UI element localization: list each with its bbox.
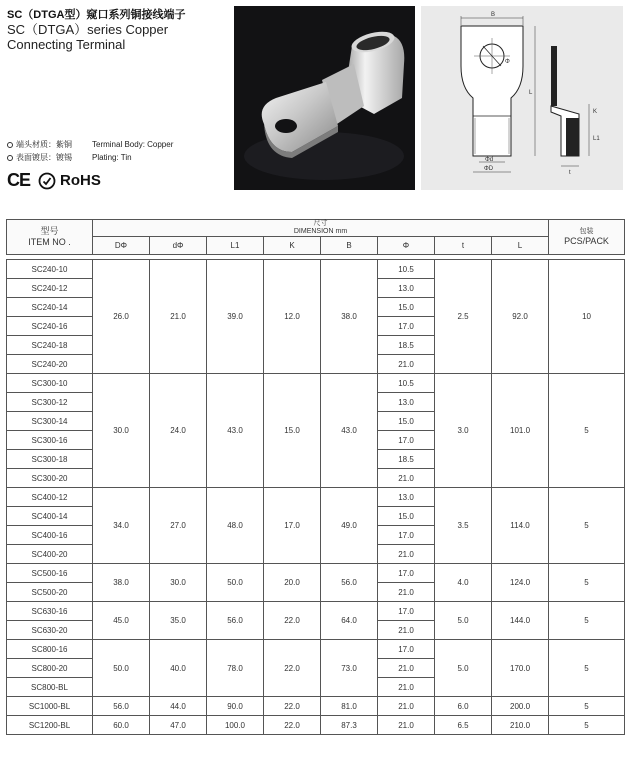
b-cell: 38.0: [321, 260, 378, 374]
k-cell: 12.0: [264, 260, 321, 374]
technical-drawing: [421, 6, 623, 190]
d-inner-cell: 21.0: [150, 260, 207, 374]
item-no-cell: SC240-12: [7, 279, 93, 298]
b-cell: 73.0: [321, 640, 378, 697]
header-item-no: [7, 220, 93, 255]
l-cell: 200.0: [492, 697, 549, 716]
d-inner-cell: 35.0: [150, 602, 207, 640]
phi-cell: 18.5: [378, 450, 435, 469]
item-no-cell: SC300-16: [7, 431, 93, 450]
phi-cell: 17.0: [378, 317, 435, 336]
d-inner-cell: 30.0: [150, 564, 207, 602]
t-cell: 3.5: [435, 488, 492, 564]
item-no-cell: SC500-20: [7, 583, 93, 602]
item-no-cell: SC800-20: [7, 659, 93, 678]
k-cell: 22.0: [264, 640, 321, 697]
t-cell: 4.0: [435, 564, 492, 602]
phi-cell: 10.5: [378, 374, 435, 393]
phi-cell: 21.0: [378, 678, 435, 697]
spec-plating-cn: 表面镀层：镀锡: [16, 153, 72, 162]
spec-plating: [7, 151, 173, 164]
k-cell: 22.0: [264, 716, 321, 735]
terminal-photo-illustration: [234, 6, 415, 190]
header-dimension: [93, 220, 549, 237]
column-header: B: [321, 237, 378, 255]
k-cell: 22.0: [264, 697, 321, 716]
item-no-cell: SC240-20: [7, 355, 93, 374]
column-header: L1: [207, 237, 264, 255]
table-row: [7, 640, 625, 659]
item-no-cell: SC240-18: [7, 336, 93, 355]
t-cell: 6.5: [435, 716, 492, 735]
product-photo: [234, 6, 415, 190]
d-outer-cell: 34.0: [93, 488, 150, 564]
title-chinese: SC（DTGA型）窥口系列铜接线端子: [7, 9, 186, 21]
phi-cell: 17.0: [378, 526, 435, 545]
d-inner-cell: 27.0: [150, 488, 207, 564]
phi-cell: 21.0: [378, 697, 435, 716]
header-pack-en: PCS/PACK: [564, 235, 609, 246]
pcs-pack-cell: 5: [549, 716, 625, 735]
spec-body-cn: 端头材质：紫铜: [16, 140, 72, 149]
k-cell: 22.0: [264, 602, 321, 640]
b-cell: 81.0: [321, 697, 378, 716]
title-english-line-1: SC（DTGA）series Copper: [7, 22, 169, 37]
header-dimension-cn: 尺寸: [313, 220, 328, 227]
header-pcs-pack: [549, 220, 625, 255]
column-header: dΦ: [150, 237, 207, 255]
label-l: L: [529, 90, 533, 96]
d-inner-cell: 40.0: [150, 640, 207, 697]
b-cell: 43.0: [321, 374, 378, 488]
t-cell: 3.0: [435, 374, 492, 488]
phi-cell: 17.0: [378, 431, 435, 450]
phi-cell: 18.5: [378, 336, 435, 355]
l1-cell: 90.0: [207, 697, 264, 716]
d-inner-cell: 24.0: [150, 374, 207, 488]
k-cell: 20.0: [264, 564, 321, 602]
table-row: [7, 374, 625, 393]
item-no-cell: SC300-12: [7, 393, 93, 412]
d-outer-cell: 50.0: [93, 640, 150, 697]
item-no-cell: SC400-20: [7, 545, 93, 564]
phi-cell: 17.0: [378, 602, 435, 621]
column-header: DΦ: [93, 237, 150, 255]
pcs-pack-cell: 5: [549, 488, 625, 564]
d-inner-cell: 47.0: [150, 716, 207, 735]
phi-cell: 21.0: [378, 621, 435, 640]
k-cell: 17.0: [264, 488, 321, 564]
d-outer-cell: 38.0: [93, 564, 150, 602]
d-outer-cell: 30.0: [93, 374, 150, 488]
pcs-pack-cell: 10: [549, 260, 625, 374]
d-outer-cell: 56.0: [93, 697, 150, 716]
phi-cell: 15.0: [378, 298, 435, 317]
t-cell: 6.0: [435, 697, 492, 716]
label-b: B: [491, 12, 496, 18]
table-row: [7, 564, 625, 583]
l1-cell: 43.0: [207, 374, 264, 488]
l1-cell: 50.0: [207, 564, 264, 602]
l-cell: 210.0: [492, 716, 549, 735]
b-cell: 56.0: [321, 564, 378, 602]
d-inner-cell: 44.0: [150, 697, 207, 716]
phi-cell: 13.0: [378, 279, 435, 298]
table-row: [7, 697, 625, 716]
phi-cell: 21.0: [378, 716, 435, 735]
certification-marks: [7, 170, 101, 191]
l1-cell: 78.0: [207, 640, 264, 697]
item-no-cell: SC1200-BL: [7, 716, 93, 735]
phi-cell: 17.0: [378, 564, 435, 583]
label-phi: Φ: [505, 59, 510, 65]
item-no-cell: SC240-14: [7, 298, 93, 317]
phi-cell: 10.5: [378, 260, 435, 279]
item-no-cell: SC400-12: [7, 488, 93, 507]
item-no-cell: SC1000-BL: [7, 697, 93, 716]
header-item-no-en: ITEM NO .: [28, 237, 71, 247]
phi-cell: 21.0: [378, 545, 435, 564]
table-row: [7, 488, 625, 507]
column-header: Φ: [378, 237, 435, 255]
l-cell: 144.0: [492, 602, 549, 640]
column-header: t: [435, 237, 492, 255]
l-cell: 114.0: [492, 488, 549, 564]
item-no-cell: SC630-20: [7, 621, 93, 640]
phi-cell: 15.0: [378, 412, 435, 431]
item-no-cell: SC800-16: [7, 640, 93, 659]
t-cell: 2.5: [435, 260, 492, 374]
pcs-pack-cell: 5: [549, 564, 625, 602]
item-no-cell: SC400-14: [7, 507, 93, 526]
t-cell: 5.0: [435, 602, 492, 640]
pcs-pack-cell: 5: [549, 697, 625, 716]
l-cell: 92.0: [492, 260, 549, 374]
t-cell: 5.0: [435, 640, 492, 697]
spec-body: [7, 138, 173, 151]
l-cell: 101.0: [492, 374, 549, 488]
item-no-cell: SC630-16: [7, 602, 93, 621]
phi-cell: 21.0: [378, 469, 435, 488]
phi-cell: 13.0: [378, 393, 435, 412]
b-cell: 49.0: [321, 488, 378, 564]
item-no-cell: SC300-20: [7, 469, 93, 488]
table-body: [7, 255, 625, 735]
item-no-cell: SC500-16: [7, 564, 93, 583]
label-k: K: [593, 109, 598, 115]
k-cell: 15.0: [264, 374, 321, 488]
item-no-cell: SC400-16: [7, 526, 93, 545]
rohs-mark: RoHS: [60, 172, 101, 189]
specification-table: [6, 219, 625, 735]
bullet-icon: [7, 155, 13, 161]
item-no-cell: SC300-10: [7, 374, 93, 393]
d-outer-cell: 26.0: [93, 260, 150, 374]
phi-cell: 13.0: [378, 488, 435, 507]
l1-cell: 39.0: [207, 260, 264, 374]
phi-cell: 15.0: [378, 507, 435, 526]
spec-plating-en: Plating: Tin: [92, 153, 132, 162]
item-no-cell: SC300-18: [7, 450, 93, 469]
l-cell: 124.0: [492, 564, 549, 602]
label-d-outer: ΦD: [484, 166, 494, 172]
item-no-cell: SC800-BL: [7, 678, 93, 697]
phi-cell: 21.0: [378, 583, 435, 602]
l1-cell: 100.0: [207, 716, 264, 735]
certification-circle-icon: [38, 172, 56, 190]
l1-cell: 56.0: [207, 602, 264, 640]
ce-mark: CE: [7, 170, 31, 190]
d-outer-cell: 45.0: [93, 602, 150, 640]
l1-cell: 48.0: [207, 488, 264, 564]
table-row: [7, 260, 625, 279]
item-no-cell: SC240-16: [7, 317, 93, 336]
item-no-cell: SC240-10: [7, 260, 93, 279]
pcs-pack-cell: 5: [549, 374, 625, 488]
dimension-diagram: [421, 6, 623, 190]
item-no-cell: SC300-14: [7, 412, 93, 431]
b-cell: 64.0: [321, 602, 378, 640]
phi-cell: 21.0: [378, 355, 435, 374]
label-t: t: [569, 170, 571, 176]
spec-body-en: Terminal Body: Copper: [92, 140, 174, 149]
column-header: L: [492, 237, 549, 255]
column-header: K: [264, 237, 321, 255]
material-specs: [7, 138, 173, 164]
product-header: [7, 8, 185, 52]
b-cell: 87.3: [321, 716, 378, 735]
table-row: [7, 602, 625, 621]
phi-cell: 21.0: [378, 659, 435, 678]
bullet-icon: [7, 142, 13, 148]
phi-cell: 17.0: [378, 640, 435, 659]
pcs-pack-cell: 5: [549, 602, 625, 640]
label-l1: L1: [593, 136, 600, 142]
l-cell: 170.0: [492, 640, 549, 697]
title-english-line-2: Connecting Terminal: [7, 37, 126, 52]
label-d: Φd: [485, 157, 494, 163]
header-item-no-cn: 型号: [40, 226, 59, 236]
pcs-pack-cell: 5: [549, 640, 625, 697]
header-pack-cn: 包装: [579, 227, 594, 235]
header-dimension-en: DIMENSION mm: [293, 228, 348, 235]
d-outer-cell: 60.0: [93, 716, 150, 735]
table-row: [7, 716, 625, 735]
